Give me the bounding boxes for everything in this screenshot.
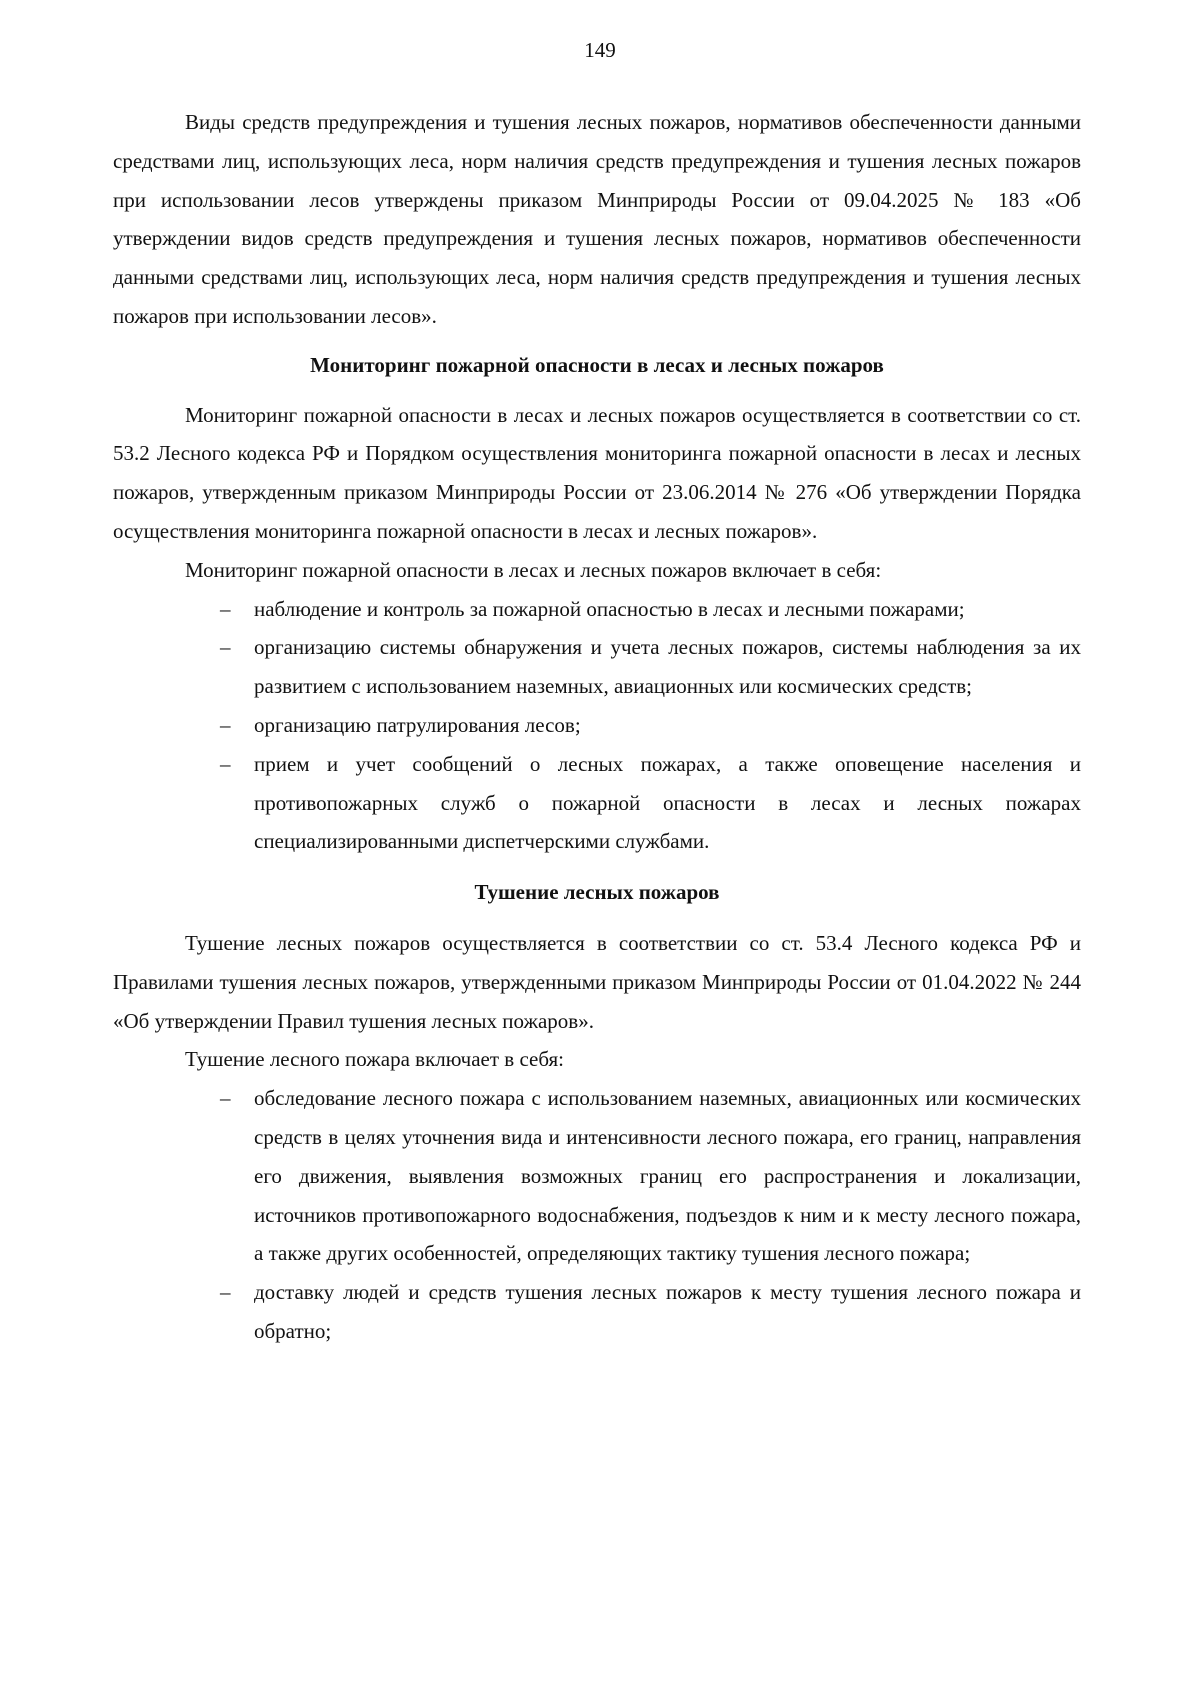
paragraph-monitoring-includes: Мониторинг пожарной опасности в лесах и лесных пожаров включает в себя: (185, 557, 882, 582)
page-number: 149 (584, 38, 616, 62)
list-item-text: доставку людей и средств тушения лесных пожаров к месту тушения лесного пожара и обратно; (254, 1280, 1081, 1343)
paragraph-extinguishing-includes: Тушение лесного пожара включает в себя: (185, 1047, 564, 1072)
list-item (113, 628, 1081, 706)
monitoring-list (113, 590, 1081, 862)
list-item-text: организацию патрулирования лесов; (254, 712, 581, 737)
paragraph-fire-means: Виды средств предупреждения и тушения лесных пожаров, нормативов обеспеченности данными средствами лиц, использующих леса, норм наличия средств предупреждения и тушения лесных пожаров при использовании лесов утверждены приказом Минприроды России от 09.04.2025 № 183 «Об утверждении видов средств предупреждения и тушения лесных пожаров, нормативов обеспеченности данными средствами лиц, использующих леса, норм наличия средств предупреждения и тушения лесных пожаров при использовании лесов». (113, 110, 1081, 328)
paragraph-extinguishing-basis: Тушение лесных пожаров осуществляется в соответствии со ст. 53.4 Лесного кодекса РФ и Правилами тушения лесных пожаров, утвержденными приказом Минприроды России от 01.04.2022 № 244 «Об утверждении Правил тушения лесных пожаров». (113, 930, 1081, 1033)
heading-extinguishing: Тушение лесных пожаров (474, 880, 720, 905)
list-item-text: наблюдение и контроль за пожарной опасностью в лесах и лесными пожарами; (254, 596, 965, 621)
list-item (113, 706, 1081, 745)
dash-marker: – (220, 751, 231, 776)
list-item (113, 590, 1081, 629)
dash-marker: – (220, 1280, 231, 1305)
paragraph-monitoring-basis: Мониторинг пожарной опасности в лесах и лесных пожаров осуществляется в соответствии со ст. 53.2 Лесного кодекса РФ и Порядком осуществления мониторинга пожарной опасности в лесах и лесных пожаров, утвержденным приказом Минприроды России от 23.06.2014 № 276 «Об утверждении Порядка осуществления мониторинга пожарной опасности в лесах и лесных пожаров». (113, 402, 1081, 543)
list-item (113, 1273, 1081, 1351)
dash-marker: – (220, 1086, 231, 1111)
dash-marker: – (220, 596, 231, 621)
heading-monitoring: Мониторинг пожарной опасности в лесах и лесных пожаров (310, 352, 884, 377)
dash-marker: – (220, 635, 231, 660)
dash-marker: – (220, 712, 231, 737)
list-item-text: обследование лесного пожара с использованием наземных, авиационных или космических средств в целях уточнения вида и интенсивности лесного пожара, его границ, направления его движения, выявления возможных границ его распространения и локализации, источников противопожарного водоснабжения, подъездов к ним и к месту лесного пожара, а также других особенностей, определяющих тактику тушения лесного пожара; (254, 1086, 1081, 1266)
list-item (113, 745, 1081, 861)
page-content (113, 103, 1081, 1351)
list-item-text: прием и учет сообщений о лесных пожарах, а также оповещение населения и противопожарных служб о пожарной опасности в лесах и лесных пожарах специализированными диспетчерскими службами. (254, 751, 1081, 854)
list-item (113, 1079, 1081, 1273)
list-item-text: организацию системы обнаружения и учета лесных пожаров, системы наблюдения за их развитием с использованием наземных, авиационных или космических средств; (254, 635, 1081, 699)
extinguishing-list (113, 1079, 1081, 1351)
